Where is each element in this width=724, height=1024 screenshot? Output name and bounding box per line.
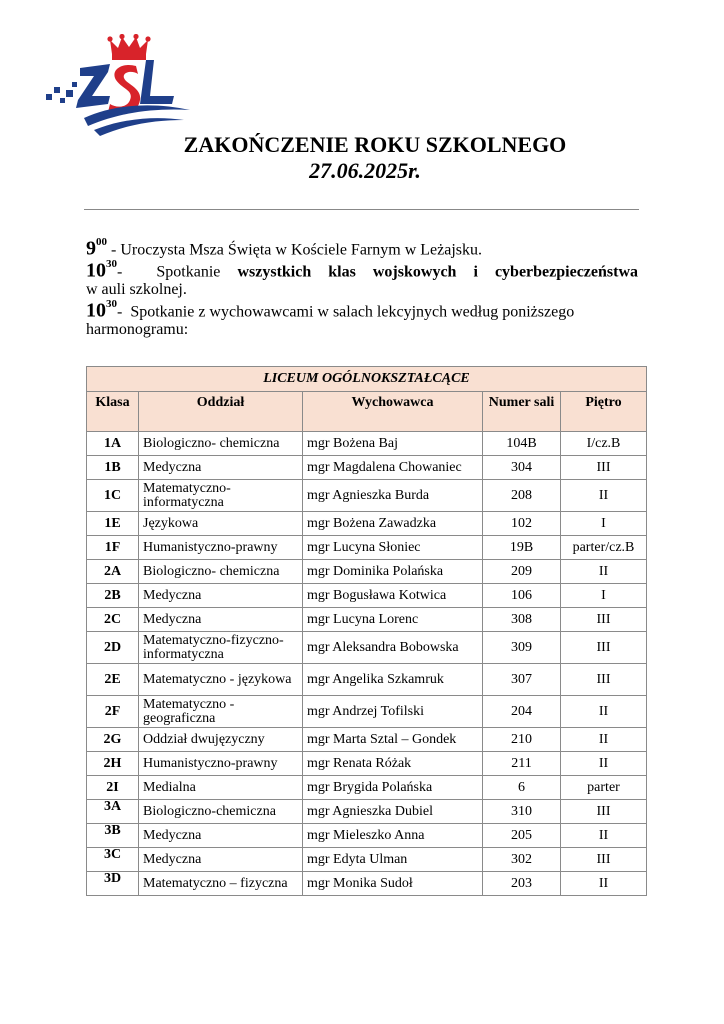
cell-klasa: 1A: [87, 432, 139, 456]
cell-oddzial: Matematyczno – fizyczna: [139, 872, 303, 896]
item-2-bold: wszystkich klas wojskowych i cyberbezpieczeństwa: [237, 263, 639, 281]
cell-klasa: 2B: [87, 584, 139, 608]
item-3-text: Spotkanie z wychowawcami w salach lekcyjnych według poniższego harmonogramu:: [86, 303, 575, 339]
cell-sala: 308: [483, 608, 561, 632]
cell-oddzial: Matematyczno- informatyczna: [139, 480, 303, 512]
cell-klasa: 3B: [87, 824, 139, 848]
cell-pietro: II: [561, 728, 647, 752]
page-title: [0, 132, 724, 184]
zsl-logo-icon: [44, 34, 194, 138]
cell-sala: 106: [483, 584, 561, 608]
cell-klasa: 2A: [87, 560, 139, 584]
table-row: [87, 848, 647, 872]
table-body: [87, 432, 647, 896]
cell-sala: 203: [483, 872, 561, 896]
cell-klasa: 3C: [87, 848, 139, 872]
cell-oddzial: Biologiczno- chemiczna: [139, 432, 303, 456]
cell-klasa: 2I: [87, 776, 139, 800]
table-row: [87, 632, 647, 664]
cell-sala: 104B: [483, 432, 561, 456]
cell-pietro: I: [561, 584, 647, 608]
schedule-item-3: [86, 298, 638, 339]
cell-klasa: 2D: [87, 632, 139, 664]
cell-wychowawca: mgr Brygida Polańska: [303, 776, 483, 800]
cell-klasa: 2C: [87, 608, 139, 632]
item-2-hour: 10: [86, 259, 106, 282]
cell-klasa: 1F: [87, 536, 139, 560]
cell-sala: 6: [483, 776, 561, 800]
cell-pietro: III: [561, 632, 647, 664]
cell-wychowawca: mgr Mieleszko Anna: [303, 824, 483, 848]
cell-klasa: 3D: [87, 872, 139, 896]
title-date: 27.06.2025r.: [309, 158, 421, 183]
cell-wychowawca: mgr Angelika Szkamruk: [303, 664, 483, 696]
header-oddzial: Oddział: [139, 392, 303, 432]
cell-pietro: II: [561, 872, 647, 896]
table-caption-row: [87, 367, 647, 392]
table-row: [87, 608, 647, 632]
cell-oddzial: Humanistyczno-prawny: [139, 536, 303, 560]
table-header-row: [87, 392, 647, 432]
cell-sala: 205: [483, 824, 561, 848]
cell-oddzial: Medyczna: [139, 608, 303, 632]
cell-oddzial: Medyczna: [139, 456, 303, 480]
table-row: [87, 432, 647, 456]
cell-pietro: III: [561, 848, 647, 872]
cell-sala: 302: [483, 848, 561, 872]
cell-wychowawca: mgr Bogusława Kotwica: [303, 584, 483, 608]
cell-pietro: II: [561, 824, 647, 848]
cell-klasa: 2E: [87, 664, 139, 696]
cell-pietro: III: [561, 608, 647, 632]
cell-sala: 310: [483, 800, 561, 824]
header-klasa: Klasa: [87, 392, 139, 432]
cell-sala: 309: [483, 632, 561, 664]
cell-sala: 211: [483, 752, 561, 776]
schedule-item-1: [86, 236, 638, 259]
cell-pietro: III: [561, 800, 647, 824]
header-wychowawca: Wychowawca: [303, 392, 483, 432]
cell-oddzial: Medyczna: [139, 848, 303, 872]
cell-sala: 102: [483, 512, 561, 536]
cell-oddzial: Matematyczno - językowa: [139, 664, 303, 696]
item-1-text: Uroczysta Msza Święta w Kościele Farnym w Leżajsku.: [120, 241, 482, 259]
cell-wychowawca: mgr Lucyna Lorenc: [303, 608, 483, 632]
table-row: [87, 872, 647, 896]
cell-sala: 307: [483, 664, 561, 696]
title-line-1: ZAKOŃCZENIE ROKU SZKOLNEGO: [183, 132, 567, 157]
item-1-minutes: 00: [96, 236, 107, 248]
cell-wychowawca: mgr Lucyna Słoniec: [303, 536, 483, 560]
cell-sala: 209: [483, 560, 561, 584]
item-1-dash: -: [107, 241, 121, 259]
item-1-hour: 9: [86, 237, 96, 260]
class-schedule-table: [86, 366, 647, 896]
cell-klasa: 2F: [87, 696, 139, 728]
cell-sala: 304: [483, 456, 561, 480]
cell-pietro: II: [561, 560, 647, 584]
table-row: [87, 800, 647, 824]
item-3-minutes: 30: [106, 298, 117, 310]
divider-line: [84, 209, 639, 210]
cell-wychowawca: mgr Edyta Ulman: [303, 848, 483, 872]
cell-wychowawca: mgr Magdalena Chowaniec: [303, 456, 483, 480]
table-row: [87, 752, 647, 776]
cell-klasa: 2G: [87, 728, 139, 752]
header-pietro: Piętro: [561, 392, 647, 432]
cell-pietro: II: [561, 696, 647, 728]
item-2-line-1: [86, 258, 638, 281]
item-3-hour: 10: [86, 299, 106, 322]
item-2-dash: -: [117, 263, 123, 281]
cell-wychowawca: mgr Monika Sudoł: [303, 872, 483, 896]
cell-pietro: III: [561, 664, 647, 696]
cell-oddzial: Oddział dwujęzyczny: [139, 728, 303, 752]
table-row: [87, 824, 647, 848]
cell-oddzial: Medialna: [139, 776, 303, 800]
cell-wychowawca: mgr Renata Różak: [303, 752, 483, 776]
cell-pietro: II: [561, 480, 647, 512]
cell-pietro: I/cz.B: [561, 432, 647, 456]
cell-wychowawca: mgr Marta Sztal – Gondek: [303, 728, 483, 752]
table-row: [87, 560, 647, 584]
cell-pietro: parter/cz.B: [561, 536, 647, 560]
cell-oddzial: Humanistyczno-prawny: [139, 752, 303, 776]
cell-wychowawca: mgr Dominika Polańska: [303, 560, 483, 584]
cell-oddzial: Matematyczno-fizyczno- informatyczna: [139, 632, 303, 664]
cell-klasa: 1E: [87, 512, 139, 536]
cell-oddzial: Językowa: [139, 512, 303, 536]
cell-pietro: II: [561, 752, 647, 776]
table-row: [87, 728, 647, 752]
cell-klasa: 3A: [87, 800, 139, 824]
table-row: [87, 536, 647, 560]
cell-wychowawca: mgr Andrzej Tofilski: [303, 696, 483, 728]
cell-sala: 208: [483, 480, 561, 512]
item-2-pre: Spotkanie: [156, 263, 221, 281]
cell-klasa: 1C: [87, 480, 139, 512]
table-row: [87, 664, 647, 696]
schedule-item-2: [86, 258, 638, 299]
cell-klasa: 1B: [87, 456, 139, 480]
cell-pietro: parter: [561, 776, 647, 800]
cell-sala: 19B: [483, 536, 561, 560]
cell-oddzial: Medyczna: [139, 584, 303, 608]
table-row: [87, 512, 647, 536]
cell-wychowawca: mgr Aleksandra Bobowska: [303, 632, 483, 664]
cell-klasa: 2H: [87, 752, 139, 776]
cell-wychowawca: mgr Bożena Baj: [303, 432, 483, 456]
table-row: [87, 584, 647, 608]
school-logo: [44, 34, 194, 138]
cell-oddzial: Biologiczno- chemiczna: [139, 560, 303, 584]
cell-oddzial: Biologiczno-chemiczna: [139, 800, 303, 824]
cell-wychowawca: mgr Bożena Zawadzka: [303, 512, 483, 536]
item-3-dash: -: [117, 303, 123, 321]
cell-sala: 210: [483, 728, 561, 752]
cell-oddzial: Medyczna: [139, 824, 303, 848]
table-row: [87, 456, 647, 480]
cell-pietro: III: [561, 456, 647, 480]
table-row: [87, 696, 647, 728]
cell-wychowawca: mgr Agnieszka Burda: [303, 480, 483, 512]
cell-sala: 204: [483, 696, 561, 728]
table-row: [87, 480, 647, 512]
item-2-post: w auli szkolnej.: [86, 281, 187, 299]
cell-pietro: I: [561, 512, 647, 536]
item-2-minutes: 30: [106, 258, 117, 270]
header-numer-sali: Numer sali: [483, 392, 561, 432]
table-row: [87, 776, 647, 800]
cell-wychowawca: mgr Agnieszka Dubiel: [303, 800, 483, 824]
table-caption: LICEUM OGÓLNOKSZTAŁCĄCE: [87, 367, 647, 392]
cell-oddzial: Matematyczno - geograficzna: [139, 696, 303, 728]
